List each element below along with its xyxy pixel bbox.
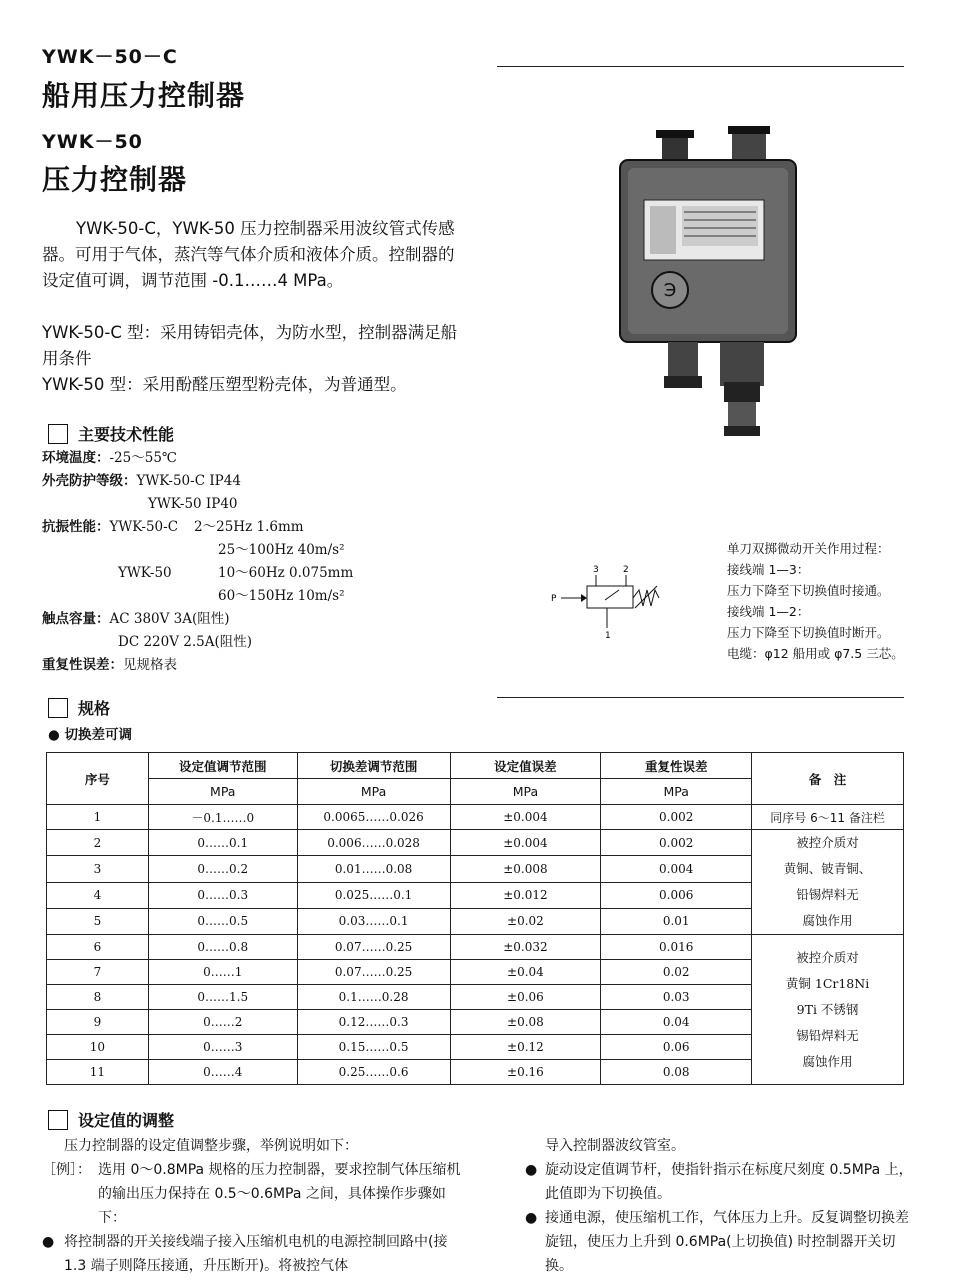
remark-cell: 被控介质对 黄铜 1Cr18Ni 9Ti 不锈钢 锡铅焊料无 腐蚀作用 [752,935,904,1085]
intro-paragraph: YWK-50-C，YWK-50 压力控制器采用波纹管式传感器。可用于气体，蒸汽等气体介质和液体介质。控制器的设定值可调，调节范围 -0.1……4 MPa。 [42,219,455,290]
adjust-lead: 压力控制器的设定值调整步骤，举例说明如下： [64,1138,358,1154]
model-c-heading: YWK－50－C [42,46,178,68]
checkbox-square-icon [48,424,68,444]
header-no: 序号 [47,753,149,805]
tech-specs: 环境温度：-25～55℃ 外壳防护等级：YWK-50-C IP44 YWK-50 IP40 抗振性能：YWK-50-C 2～25Hz 1.6mm 25～100Hz 40m/s² YWK-50 10～60Hz 0.075mm 60～150Hz 10m/s² 触点容量：AC 380V 3A(阻性) DC 220V 2.5A(阻性) 重复性误差：见规格表 [42,450,354,673]
bullet-icon: ● [525,1162,538,1178]
table-row: 5 0……0.5 0.03……0.1 ±0.02 0.01 [47,908,904,934]
spec-section-heading: 规格 [48,696,110,719]
table-row: 10 0……3 0.15……0.5 ±0.12 0.06 [47,1035,904,1060]
adjust-section-heading: 设定值的调整 [48,1108,174,1131]
bullet-icon: ● [42,1234,55,1250]
header-rule [497,66,904,67]
table-row: 11 0……4 0.25……0.6 ±0.16 0.08 [47,1060,904,1085]
adjust-step-3: ● 接通电源，使压缩机工作，气体压力上升。反复调整切换差旋钮，使压力上升到 0.6MPa(上切换值) 时控制器开关切换。 [525,1206,915,1278]
table-row: 3 0……0.2 0.01……0.08 ±0.008 0.004 [47,856,904,882]
table-header-row [47,753,904,779]
remark-cell: 同序号 6～11 备注栏 [752,805,904,830]
header-setpoint-error: 设定值误差 [450,753,601,779]
table-row: 9 0……2 0.12……0.3 ±0.08 0.04 [47,1010,904,1035]
header-diff-range: 切换差调节范围 [297,753,450,779]
table-row: 8 0……1.5 0.1……0.28 ±0.06 0.03 [47,985,904,1010]
table-row: 6 0……0.8 0.07……0.25 ±0.032 0.016 被控介质对 黄铜 1Cr18Ni 9Ti 不锈钢 锡铅焊料无 腐蚀作用 [47,935,904,960]
checkbox-square-icon [48,698,68,718]
adjust-col2-cont: 导入控制器波纹管室。 [545,1138,685,1154]
svg-text:3: 3 [593,565,599,575]
intro-plain-type: YWK-50 型：采用酚醛压塑型粉壳体，为普通型。 [42,375,407,394]
adjust-step-1: ● 将控制器的开关接线端子接入压缩机电机的电源控制回路中(接 1.3 端子则降压接通，升压断开)。将被控气体 [42,1230,462,1278]
switch-diagram [545,558,705,638]
table-row: 4 0……0.3 0.025……0.1 ±0.012 0.006 [47,882,904,908]
tech-section-heading: 主要技术性能 [48,422,174,445]
table-unit-row: MPa MPa MPa MPa [47,779,904,805]
svg-text:P: P [551,594,557,604]
product-photo [610,120,810,450]
checkbox-square-icon [48,1110,68,1130]
svg-text:Э: Э [663,280,677,301]
table-row: 1 －0.1……0 0.0065……0.026 ±0.004 0.002 同序号 6～11 备注栏 [47,805,904,830]
intro-c-type: YWK-50-C 型：采用铸铝壳体，为防水型，控制器满足船用条件 [42,323,458,368]
svg-text:2: 2 [623,565,629,575]
table-row: 2 0……0.1 0.006……0.028 ±0.004 0.002 被控介质对 黄铜、铍青铜、 铅锡焊料无 腐蚀作用 [47,830,904,856]
header-repeat-error: 重复性误差 [601,753,752,779]
section-rule [497,697,904,698]
adjust-step-2: ● 旋动设定值调节杆，使指针指示在标度尺刻度 0.5MPa 上，此值即为下切换值。 [525,1158,915,1206]
page-title: 压力控制器 [42,163,188,196]
remark-cell: 被控介质对 黄铜、铍青铜、 铅锡焊料无 腐蚀作用 [752,830,904,935]
adjust-example: ［例］： 选用 0～0.8MPa 规格的压力控制器，要求控制气体压缩机的输出压力保持在 0.5～0.6MPa 之间，具体操作步骤如下： [42,1162,461,1226]
header-setpoint-range: 设定值调节范围 [148,753,297,779]
header-remarks: 备 注 [752,753,904,805]
table-row: 7 0……1 0.07……0.25 ±0.04 0.02 [47,960,904,985]
marine-title: 船用压力控制器 [42,79,246,112]
model-heading: YWK－50 [42,131,143,153]
spec-table [46,752,904,1085]
spec-bullet: ● 切换差可调 [48,727,132,743]
svg-text:1: 1 [605,631,611,638]
bullet-icon: ● [525,1210,538,1226]
switch-notes: 单刀双掷微动开关作用过程： 接线端 1—3： 压力下降至下切换值时接通。 接线端 1—2： 压力下降至下切换值时断开。 电缆：φ12 船用或 φ7.5 三芯。 [727,541,904,661]
